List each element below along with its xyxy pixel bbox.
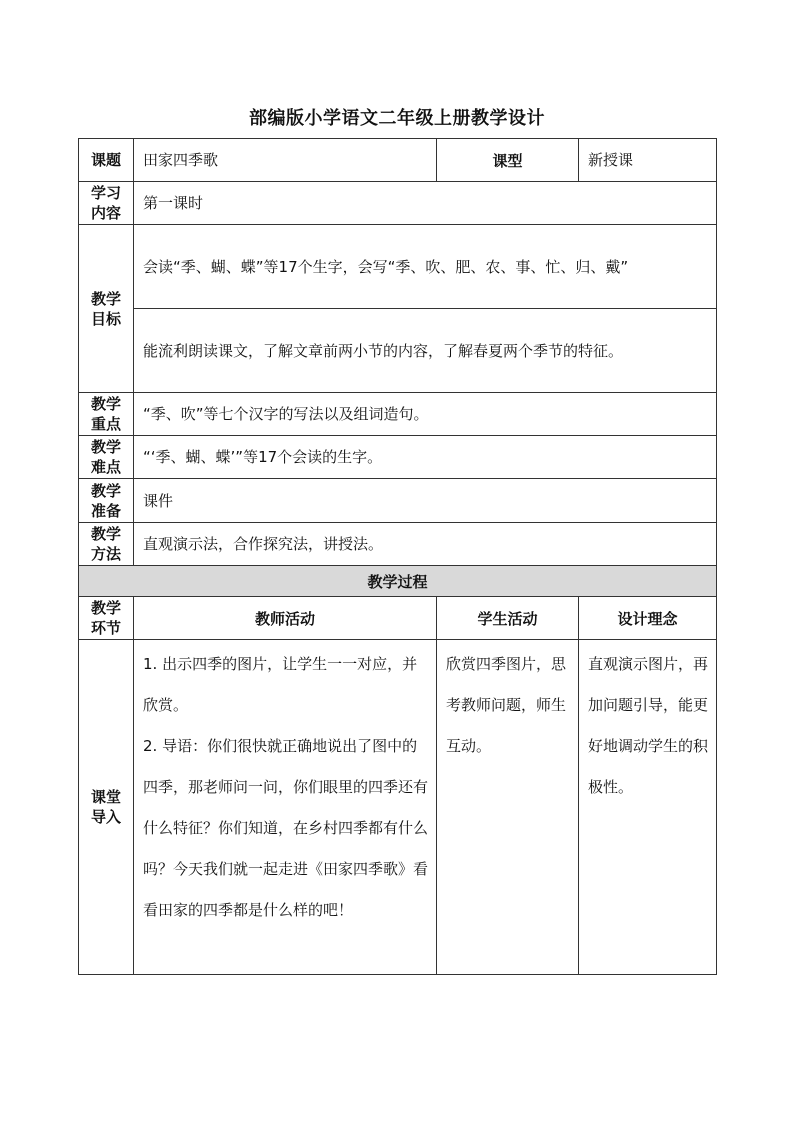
objective-item: 会读“季、蝴、蝶”等17个生字，会写“季、吹、肥、农、事、忙、归、戴” bbox=[134, 225, 717, 309]
objectives-row-1 bbox=[79, 225, 717, 309]
key-points-value: “季、吹”等七个汉字的写法以及组词造句。 bbox=[134, 393, 717, 436]
student-header: 学生活动 bbox=[437, 597, 579, 640]
objective-item: 能流利朗读课文，了解文章前两小节的内容，了解春夏两个季节的特征。 bbox=[134, 309, 717, 393]
topic-label: 课题 bbox=[79, 139, 134, 182]
methods-row bbox=[79, 523, 717, 566]
content-value: 第一课时 bbox=[134, 182, 717, 225]
rationale-header: 设计理念 bbox=[579, 597, 717, 640]
process-row-intro bbox=[79, 640, 717, 975]
stage-cell: 课堂导入 bbox=[79, 640, 134, 975]
content-row bbox=[79, 182, 717, 225]
rationale-cell: 直观演示图片，再加问题引导，能更好地调动学生的积极性。 bbox=[579, 640, 717, 975]
lesson-plan-table bbox=[78, 138, 717, 975]
stage-header: 教学环节 bbox=[79, 597, 134, 640]
topic-value: 田家四季歌 bbox=[134, 139, 437, 182]
preparation-label: 教学准备 bbox=[79, 479, 134, 523]
methods-value: 直观演示法，合作探究法，讲授法。 bbox=[134, 523, 717, 566]
objectives-row-2 bbox=[79, 309, 717, 393]
topic-row bbox=[79, 139, 717, 182]
teacher-activity-cell bbox=[134, 640, 437, 975]
key-points-label: 教学重点 bbox=[79, 393, 134, 436]
key-points-row bbox=[79, 393, 717, 436]
teacher-activity-step: 2. 导语：你们很快就正确地说出了图中的四季，那老师问一问，你们眼里的四季还有什么特征？你们知道，在乡村四季都有什么吗？今天我们就一起走进《田家四季歌》看看田家的四季都是什么样的吧！ bbox=[143, 737, 429, 919]
type-label: 课型 bbox=[437, 139, 579, 182]
preparation-row bbox=[79, 479, 717, 523]
teacher-header: 教师活动 bbox=[134, 597, 437, 640]
type-value: 新授课 bbox=[579, 139, 717, 182]
difficulties-label: 教学难点 bbox=[79, 436, 134, 479]
difficulties-value: “‘季、蝴、蝶’”等17个会读的生字。 bbox=[134, 436, 717, 479]
objectives-label: 教学目标 bbox=[79, 225, 134, 393]
student-activity-cell: 欣赏四季图片，思考教师问题，师生互动。 bbox=[437, 640, 579, 975]
process-band-row bbox=[79, 566, 717, 597]
methods-label: 教学方法 bbox=[79, 523, 134, 566]
content-label: 学习内容 bbox=[79, 182, 134, 225]
difficulties-row bbox=[79, 436, 717, 479]
preparation-value: 课件 bbox=[134, 479, 717, 523]
document-title: 部编版小学语文二年级上册教学设计 bbox=[249, 108, 545, 129]
process-band: 教学过程 bbox=[79, 566, 717, 597]
teacher-activity-step: 1. 出示四季的图片，让学生一一对应，并欣赏。 bbox=[143, 655, 418, 714]
process-header-row bbox=[79, 597, 717, 640]
